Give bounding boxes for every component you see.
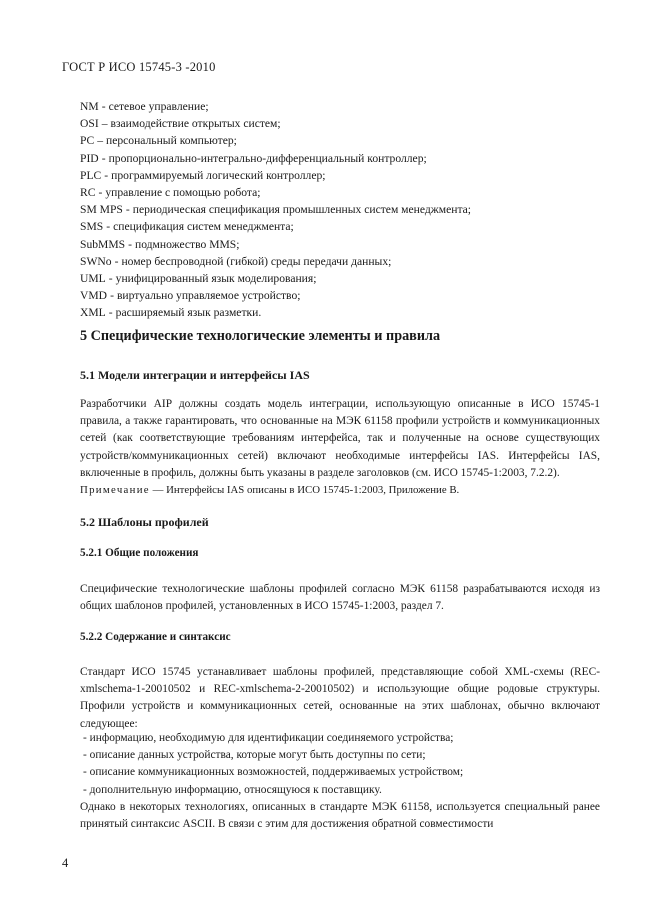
abbreviation-item (80, 287, 600, 304)
abbreviation-term: PC (80, 134, 95, 148)
closing-paragraph: Однако в некоторых технологиях, описанных в стандарте МЭК 61158, используется специальный ранее принятый синтаксис ASCII. В связи с этим для достижения обратной совместимости (80, 801, 600, 831)
abbreviation-dash: - (108, 306, 113, 320)
section-5-2-2-paragraph: Стандарт ИСО 15745 устанавливает шаблоны профилей, представляющие собой XML-схемы (REC-xmlschema-1-20010502 и REC-xmlschema-2-20010502) и использующие общие родовые структуры. Профили устройств и коммуникационных сетей, основанные на этих шаблонах, обычно включают следующее: (80, 666, 600, 730)
abbreviation-dash: - (110, 289, 114, 303)
bullet-item: - дополнительную информацию, относящуюся к поставщику. (83, 783, 382, 796)
bullet-item: - информацию, необходимую для идентификации соединяемого устройства; (83, 732, 454, 744)
abbreviation-term: SubMMS (80, 237, 126, 251)
abbreviation-item (80, 115, 600, 132)
abbreviation-definition: пропорционально-интегрально-дифференциальный контроллер; (108, 151, 427, 165)
section-5-1-text: Разработчики AIP должны создать модель интеграции, использующую описанные в ИСО 15745-1 правила, а также гарантировать, что основанные на МЭК 61158 профили устройств и коммуникационных сетей (как соответствующие требованиям интерфейса, так и полученные на основе существующих устройств/коммуникационных сетей) включают необходимые интерфейсы IAS. Интерфейсы IAS, включенные в профиль, должны быть указаны в разделе заголовков (см. ИСО 15745-1:2003, 7.2.2). (80, 398, 600, 479)
abbreviation-item (80, 201, 600, 218)
abbreviation-term: OSI (80, 117, 99, 131)
note (80, 483, 600, 498)
abbreviation-item (80, 304, 600, 321)
abbreviation-definition: подмножество MMS; (134, 237, 240, 251)
abbreviation-dash: - (106, 220, 111, 234)
abbreviation-definition: персональный компьютер; (105, 134, 237, 148)
note-text: — Интерфейсы IAS описаны в ИСО 15745-1:2003, Приложение В. (152, 484, 460, 496)
abbreviation-item (80, 253, 600, 270)
abbreviation-dash: - (108, 271, 113, 285)
abbreviation-dash: - (101, 100, 106, 113)
abbreviation-definition: программируемый логический контроллер; (111, 168, 326, 182)
abbreviation-dash: – (97, 134, 103, 148)
section-5-2-1-heading: 5.2.1 Общие положения (80, 547, 199, 559)
abbreviation-item (80, 270, 600, 287)
abbreviation-dash: - (101, 151, 106, 165)
page-header: ГОСТ Р ИСО 15745-3 -2010 (62, 60, 216, 74)
abbreviation-definition: унифицированный язык моделирования; (115, 271, 317, 285)
note-label: Примечание (80, 484, 150, 496)
abbreviation-definition: взаимодействие открытых систем; (110, 117, 281, 131)
abbreviation-item (80, 98, 600, 115)
abbreviation-term: NM (80, 100, 99, 113)
bullet-item: - описание коммуникационных возможностей, поддерживаемых устройством; (83, 766, 464, 779)
abbreviation-definition: виртуально управляемое устройство; (116, 289, 301, 303)
abbreviation-definition: номер беспроводной (гибкой) среды передачи данных; (121, 254, 392, 268)
section-5-1-paragraph (80, 396, 600, 482)
abbreviation-list (80, 98, 600, 321)
abbreviation-definition: сетевое управление; (108, 100, 209, 113)
abbreviation-term: VMD (80, 289, 108, 303)
bullet-item: - описание данных устройства, которые могут быть доступны по сети; (83, 749, 426, 762)
abbreviation-term: PID (80, 151, 99, 165)
abbreviation-term: RC (80, 185, 96, 199)
bullet-list (83, 730, 603, 799)
abbreviation-term: PLC (80, 168, 102, 182)
abbreviation-dash: - (114, 254, 119, 268)
section-5-1-heading: 5.1 Модели интеграции и интерфейсы IAS (80, 368, 310, 382)
abbreviation-dash: - (128, 237, 132, 251)
abbreviation-definition: расширяемый язык разметки. (115, 306, 262, 320)
abbreviation-item (80, 167, 600, 184)
abbreviation-item (80, 184, 600, 201)
abbreviation-dash: – (101, 117, 108, 131)
section-5-2-heading: 5.2 Шаблоны профилей (80, 515, 209, 529)
abbreviation-definition: управление с помощью робота; (105, 185, 261, 199)
abbreviation-term: SMS (80, 220, 104, 234)
section-5-2-1-paragraph: Специфические технологические шаблоны профилей согласно МЭК 61158 разрабатываются исходя из общих шаблонов профилей, установленных в ИСО 15745-1:2003, раздел 7. (80, 583, 600, 613)
abbreviation-item (80, 218, 600, 235)
abbreviation-dash: - (125, 203, 130, 217)
abbreviation-item (80, 236, 600, 253)
abbreviation-item (80, 150, 600, 167)
page-number: 4 (62, 856, 69, 870)
abbreviation-term: SM MPS (80, 203, 123, 217)
abbreviation-item (80, 132, 600, 149)
abbreviation-term: SWNo (80, 254, 112, 268)
abbreviation-term: XML (80, 306, 106, 320)
abbreviation-definition: периодическая спецификация промышленных систем менеджмента; (132, 203, 472, 217)
abbreviation-dash: - (98, 185, 103, 199)
abbreviation-term: UML (80, 271, 106, 285)
abbreviation-definition: спецификация систем менеджмента; (113, 220, 294, 234)
abbreviation-dash: - (104, 168, 109, 182)
section-5-2-2-heading: 5.2.2 Содержание и синтаксис (80, 631, 231, 643)
section-5-heading: 5 Специфические технологические элементы и правила (80, 328, 441, 344)
